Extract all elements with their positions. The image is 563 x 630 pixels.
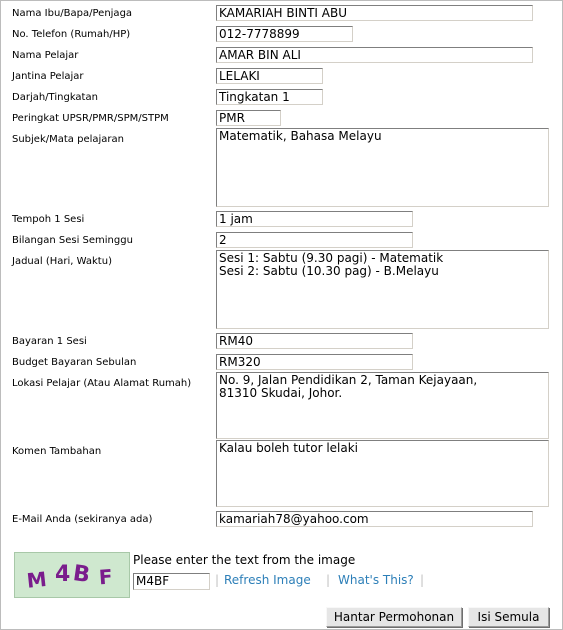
comment-textarea[interactable]: Kalau boleh tutor lelaki: [216, 440, 549, 507]
label-grade: Darjah/Tingkatan: [12, 92, 98, 103]
svg-text:4: 4: [55, 562, 71, 587]
captcha-prompt: Please enter the text from the image: [133, 553, 356, 567]
svg-text:F: F: [98, 564, 114, 590]
label-budget: Budget Bayaran Sebulan: [12, 357, 137, 368]
budget-input[interactable]: RM320: [216, 354, 413, 370]
label-phone: No. Telefon (Rumah/HP): [12, 29, 131, 40]
parent-name-input[interactable]: KAMARIAH BINTI ABU: [216, 5, 533, 21]
submit-request-button[interactable]: Hantar Permohonan: [326, 607, 462, 627]
label-duration: Tempoh 1 Sesi: [12, 214, 85, 225]
captcha-input[interactable]: M4BF: [133, 573, 210, 590]
sessions-input[interactable]: 2: [216, 232, 413, 248]
captcha-text-graphic: [15, 553, 129, 597]
location-textarea[interactable]: No. 9, Jalan Pendidikan 2, Taman Kejayaan, 81310 Skudai, Johor.: [216, 372, 549, 439]
captcha-separator: |: [215, 573, 220, 587]
captcha-separator: |: [420, 573, 425, 587]
duration-input[interactable]: 1 jam: [216, 211, 413, 227]
label-sessions: Bilangan Sesi Seminggu: [12, 235, 133, 246]
label-student-name: Nama Pelajar: [12, 50, 79, 61]
label-gender: Jantina Pelajar: [12, 71, 84, 82]
email-input[interactable]: kamariah78@yahoo.com: [216, 511, 533, 527]
label-parent-name: Nama Ibu/Bapa/Penjaga: [12, 8, 133, 19]
exam-level-input[interactable]: PMR: [216, 110, 281, 126]
label-exam-level: Peringkat UPSR/PMR/SPM/STPM: [12, 113, 169, 124]
label-fee: Bayaran 1 Sesi: [12, 336, 87, 347]
student-name-input[interactable]: AMAR BIN ALI: [216, 47, 533, 63]
label-comment: Komen Tambahan: [12, 446, 102, 457]
captcha-image: [14, 552, 130, 598]
phone-input[interactable]: 012-7778899: [216, 26, 353, 42]
refresh-image-link[interactable]: Refresh Image: [224, 573, 311, 587]
svg-text:B: B: [71, 561, 92, 589]
label-email: E-Mail Anda (sekiranya ada): [12, 514, 153, 525]
svg-text:M: M: [25, 566, 48, 593]
label-subject: Subjek/Mata pelajaran: [12, 134, 124, 145]
schedule-textarea[interactable]: Sesi 1: Sabtu (9.30 pagi) - Matematik Sesi 2: Sabtu (10.30 pag) - B.Melayu: [216, 250, 549, 329]
fee-input[interactable]: RM40: [216, 333, 413, 349]
subject-textarea[interactable]: Matematik, Bahasa Melayu: [216, 128, 549, 207]
label-schedule: Jadual (Hari, Waktu): [12, 256, 112, 267]
label-location: Lokasi Pelajar (Atau Alamat Rumah): [12, 378, 192, 389]
grade-input[interactable]: Tingkatan 1: [216, 89, 323, 105]
captcha-separator: |: [326, 573, 331, 587]
whats-this-link[interactable]: What's This?: [338, 573, 414, 587]
gender-input[interactable]: LELAKI: [216, 68, 323, 84]
reset-form-button[interactable]: Isi Semula: [468, 607, 549, 627]
